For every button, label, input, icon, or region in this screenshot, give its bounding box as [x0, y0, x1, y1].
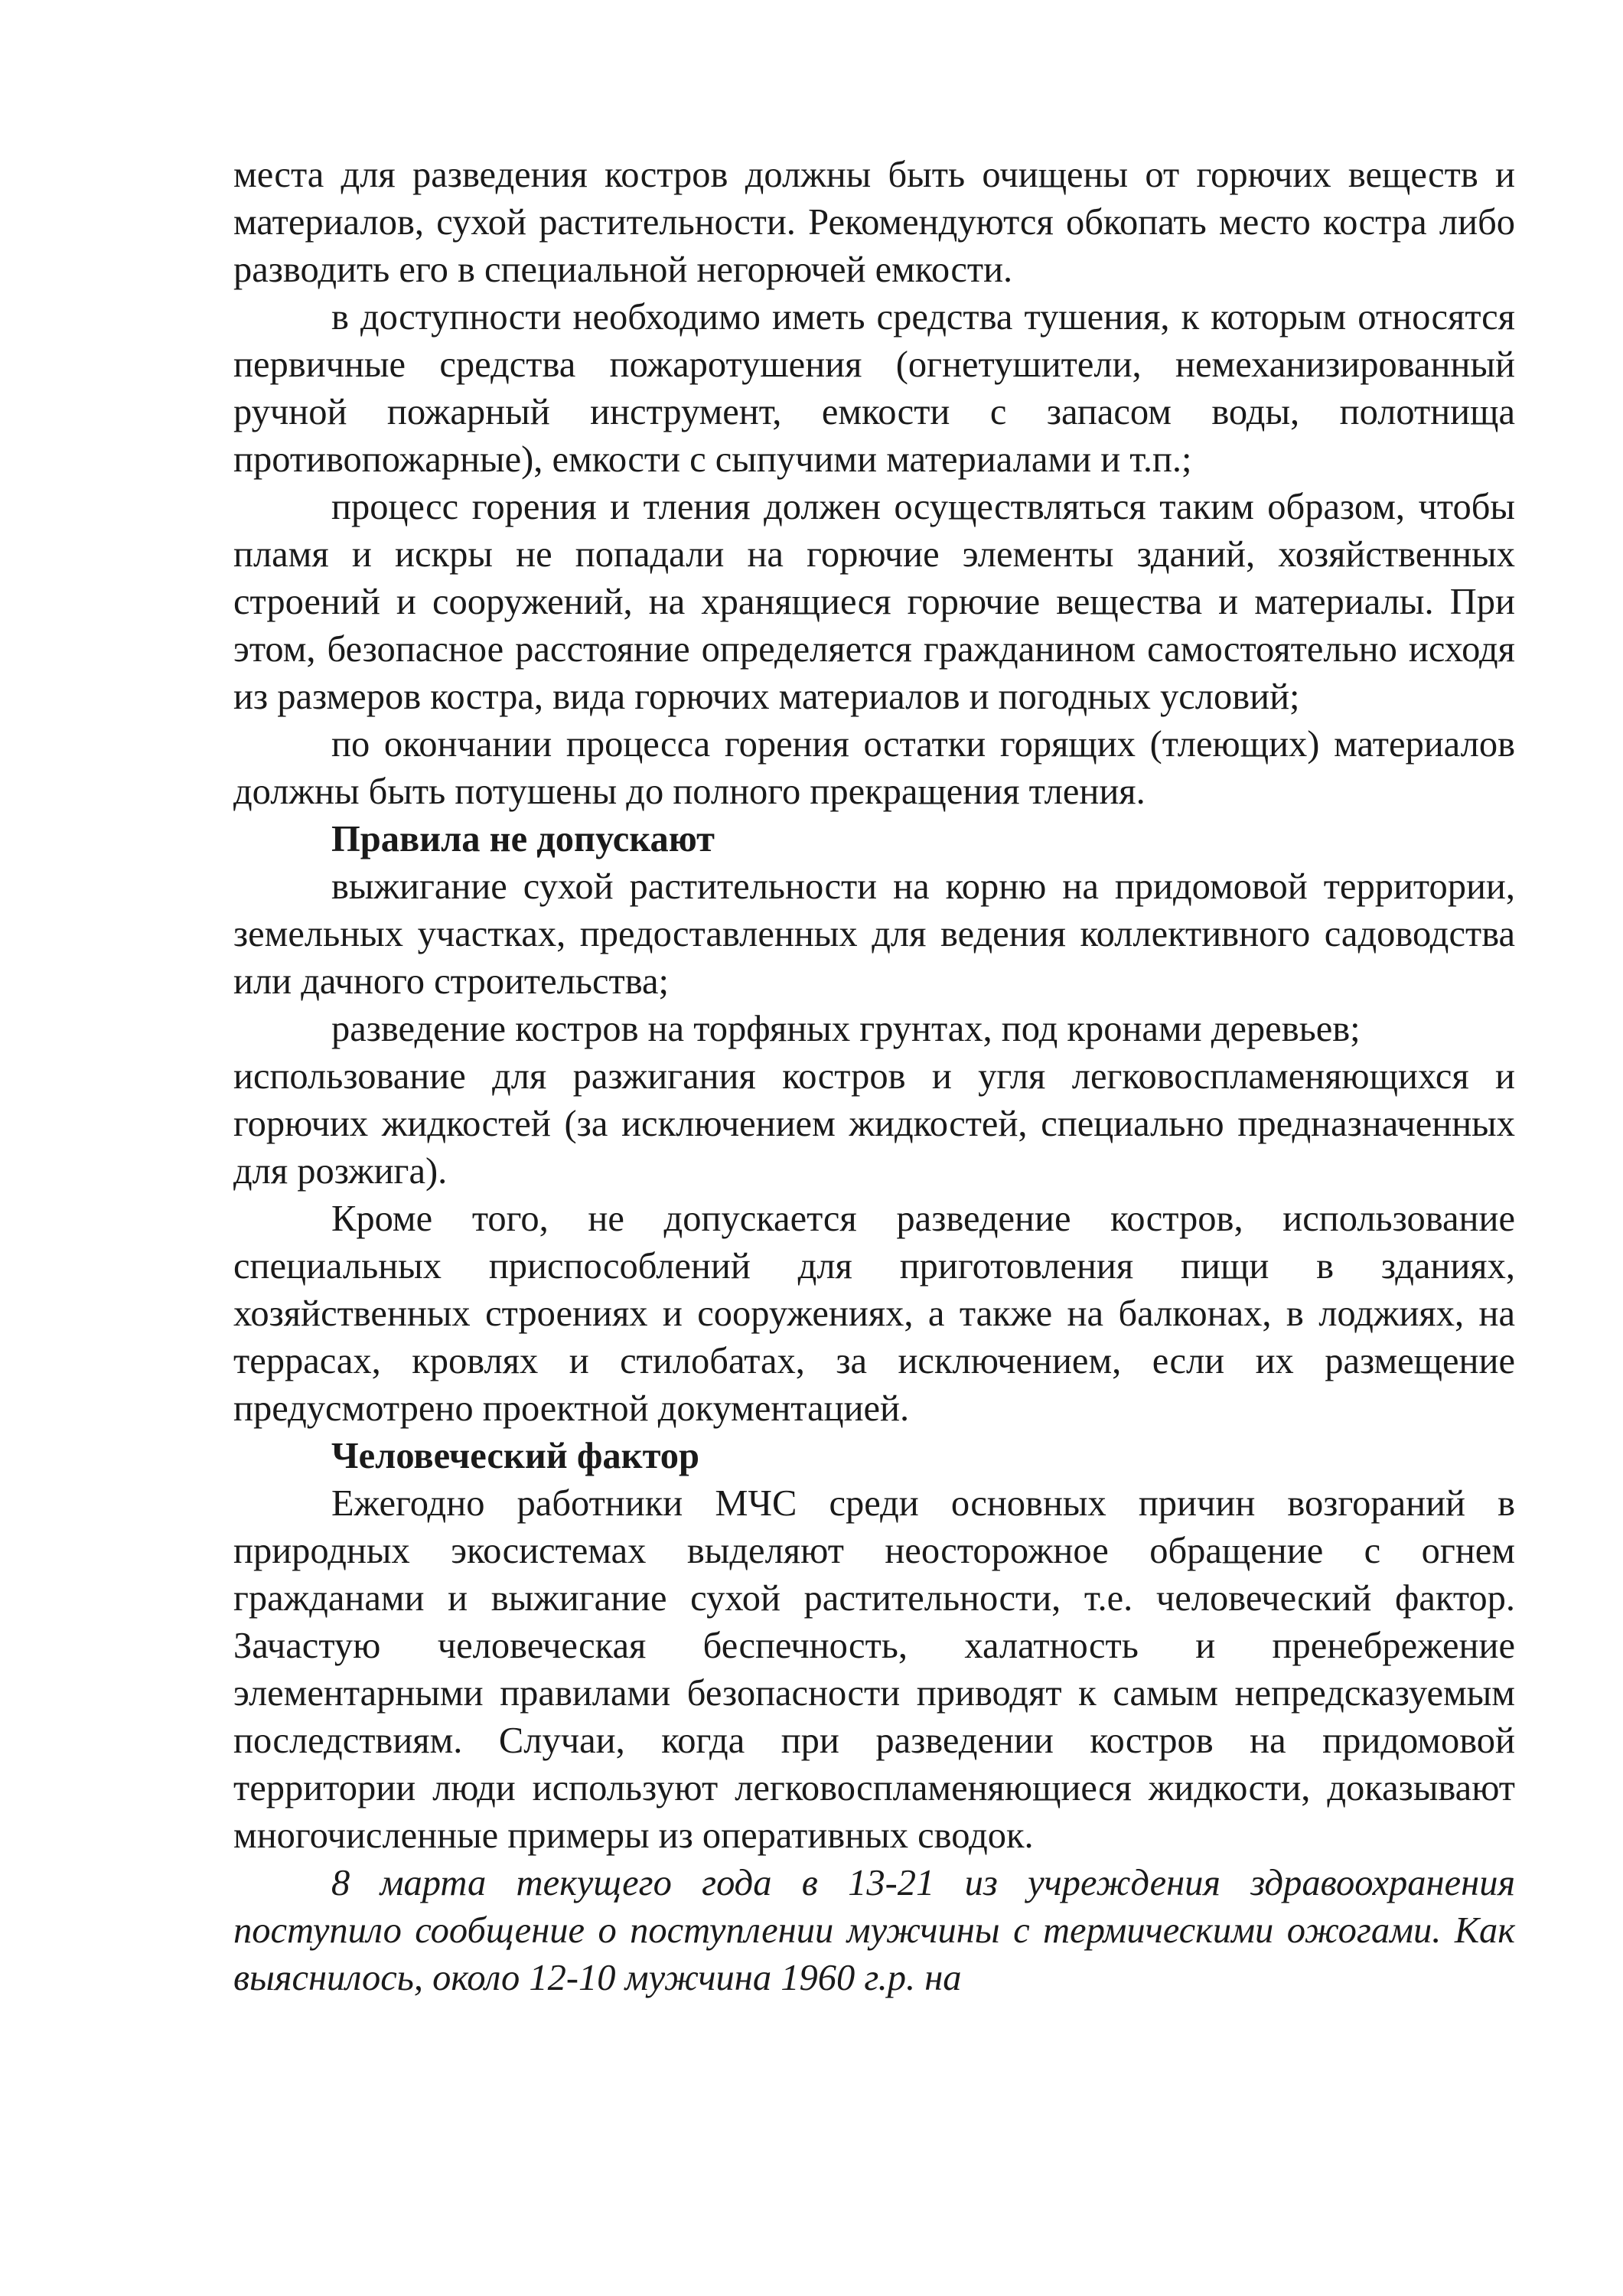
- document-text-column: [233, 152, 1515, 2002]
- paragraph: Кроме того, не допускается разведение костров, использование специальных приспособлений для приготовления пищи в зданиях, хозяйственных строениях и сооружениях, а также на балконах, в лоджиях, на террасах, кровлях и стилобатах, за исключением, если их размещение предусмотрено проектной документацией.: [233, 1199, 1515, 1429]
- paragraph: по окончании процесса горения остатки горящих (тлеющих) материалов должны быть потушены до полного прекращения тления.: [233, 724, 1515, 812]
- paragraph: использование для разжигания костров и угля легковоспламеняющихся и горючих жидкостей (за исключением жидкостей, специально предназначенных для розжига).: [233, 1056, 1515, 1192]
- paragraph: места для разведения костров должны быть очищены от горючих веществ и материалов, сухой растительности. Рекомендуются обкопать место костра либо разводить его в специальной негорючей емкости.: [233, 155, 1515, 290]
- paragraph: разведение костров на торфяных грунтах, под кронами деревьев;: [331, 1009, 1361, 1049]
- paragraph: в доступности необходимо иметь средства тушения, к которым относятся первичные средства пожаротушения (огнетушители, немеханизированный ручной пожарный инструмент, емкости с запасом воды, полотнища противопожарные), емкости с сыпучими материалами и т.п.;: [233, 297, 1515, 480]
- paragraph: Ежегодно работники МЧС среди основных причин возгораний в природных экосистемах выделяют неосторожное обращение с огнем гражданами и выжигание сухой растительности, т.е. человеческий фактор. Зачастую человеческая беспечность, халатность и пренебрежение элементарными правилами безопасности приводят к самым непредсказуемым последствиям. Случаи, когда при разведении костров на придомовой территории люди используют легковоспламеняющиеся жидкости, доказывают многочисленные примеры из оперативных сводок.: [233, 1483, 1515, 1856]
- paragraph: выжигание сухой растительности на корню на придомовой территории, земельных участках, предоставленных для ведения коллективного садоводства или дачного строительства;: [233, 866, 1515, 1002]
- section-heading: Человеческий фактор: [331, 1436, 699, 1476]
- paragraph-italic: 8 марта текущего года в 13-21 из учреждения здравоохранения поступило сообщение о поступлении мужчины с термическими ожогами. Как выяснилось, около 12-10 мужчина 1960 г.р. на: [233, 1863, 1515, 1998]
- section-heading: Правила не допускают: [331, 819, 715, 859]
- paragraph: процесс горения и тления должен осуществляться таким образом, чтобы пламя и искры не попадали на горючие элементы зданий, хозяйственных строений и сооружений, на хранящиеся горючие вещества и материалы. При этом, безопасное расстояние определяется гражданином самостоятельно исходя из размеров костра, вида горючих материалов и погодных условий;: [233, 487, 1515, 717]
